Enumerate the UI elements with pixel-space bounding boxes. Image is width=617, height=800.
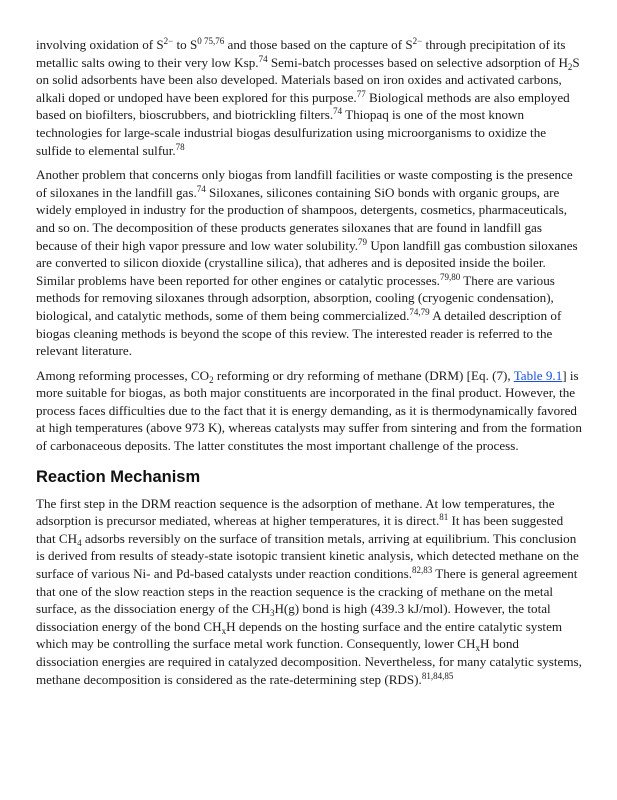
text-segment: Biological methods are also employed based on biofilters, bioscrubbers, and biotrickling filters.: [36, 89, 570, 123]
superscript: 0: [197, 36, 202, 46]
citation-ref: 74: [258, 53, 268, 64]
text-segment: adsorbs reversibly on the surface of transition metals, arriving at equilibrium. This conclusion is derived from results of steady-state isotopic transient kinetic analysis, which detected methane on the surface of various Ni- and Pd-based catalysts under reaction conditions.: [36, 530, 579, 582]
citation-ref: 81: [439, 512, 449, 523]
paragraph-dry-reforming: [36, 367, 582, 455]
paragraph-mechanism: [36, 495, 582, 689]
citation-ref: 78: [175, 141, 185, 152]
table-link[interactable]: Table 9.1: [513, 367, 563, 383]
document-page: [36, 36, 582, 695]
citation-ref: 82,83: [411, 565, 433, 576]
paragraph-desulfurization: [36, 36, 582, 159]
text-segment: A detailed description of biogas cleaning methods is beyond the scope of this review. The interested reader is referred to the relevant literature.: [36, 307, 562, 359]
citation-ref: 74: [333, 106, 343, 117]
section-heading: Reaction Mechanism: [36, 467, 201, 486]
text-segment: Siloxanes, silicones containing SiO bonds with organic groups, are widely employed in industry for the production of shampoos, detergents, cosmetics, pharmaceuticals, and so on. The decomposition of these products generates siloxanes that are found in landfill gas because of their high vapor pressure and low water solubility.: [36, 184, 568, 253]
subscript: 4: [77, 537, 82, 548]
citation-ref: 74,79: [409, 306, 430, 317]
text-segment: involving oxidation of S: [36, 37, 164, 52]
citation-ref: 77: [356, 88, 366, 99]
text-segment: H depends on the hosting surface and the entire catalytic system which may be controlling the surface metal work function. Consequently, lower CH: [36, 618, 563, 652]
superscript: 2−: [412, 36, 423, 46]
text-segment: H bond dissociation energies are required in catalyzed decomposition. Nevertheless, for many catalytic systems, methane decomposition is considered as the rate-determining step (RDS).: [36, 636, 582, 687]
text-segment: The first step in the DRM reaction sequence is the adsorption of methane. At low temperatures, the adsorption is precursor mediated, whereas at higher temperatures, it is direct.: [36, 495, 555, 529]
text-segment: S on solid adsorbents have been also developed. Materials based on iron oxides and activated carbons, alkali doped or undoped have been explored for this purpose.: [36, 54, 580, 105]
citation-ref: 79: [358, 236, 368, 247]
text-segment: H(g) bond is high (439.3 kJ/mol). However, the total dissociation energy of the bond CH: [36, 601, 551, 634]
superscript: 2−: [163, 36, 174, 46]
subscript: 3: [269, 608, 275, 619]
citation-ref: 79,80: [439, 271, 461, 282]
subscript: x: [475, 643, 480, 654]
text-segment: and those based on the capture of S: [224, 37, 413, 52]
citation-ref: 81,84,85: [421, 670, 454, 681]
subscript: x: [221, 625, 227, 636]
text-segment: Another problem that concerns only biogas from landfill facilities or waste composting is the presence of siloxanes in the landfill gas.: [36, 167, 573, 200]
subscript: 2: [209, 374, 214, 385]
text-segment: There is general agreement that one of the slow reaction steps in the reaction sequence is the cracking of methane on the metal surface, as the dissociation energy of the CH: [36, 566, 578, 617]
text-segment: Upon landfill gas combustion siloxanes are converted to silicon dioxide (crystalline silica), that adheres and is deposited inside the boiler. Similar problems have been reported for other engines or catalytic processes.: [36, 237, 578, 288]
text-segment: Among reforming processes, CO: [36, 367, 210, 383]
text-segment: It has been suggested that CH: [36, 513, 564, 546]
text-segment: reforming or dry reforming of methane (DRM) [Eq. (7),: [213, 367, 514, 383]
text-segment: Semi-batch processes based on selective adsorption of H: [267, 54, 568, 70]
citation-ref: 75,76: [201, 36, 225, 46]
text-segment: Thiopaq is one of the most known technologies for large-scale industrial biogas desulfurization using microorganisms to oxidize the sulfide to elemental sulfur.: [36, 107, 547, 158]
text-segment: ] is more suitable for biogas, as both major constituents are incorporated in the final product. However, the process faces difficulties due to the fact that it is energy demanding, as it is thermodynamically favored at high temperatures (above 973 K), whereas catalysts may suffer from sintering and from the formation of carbonaceous deposits. The latter constitutes the most important challenge of the process.: [36, 367, 582, 454]
citation-ref: 74: [196, 183, 206, 194]
paragraph-siloxanes: [36, 166, 582, 360]
text-segment: There are various methods for removing siloxanes through adsorption, absorption, cooling (cryogenic condensation), biological, and catalytic methods, some of them being commercialized.: [36, 272, 555, 323]
text-segment: to S: [173, 37, 198, 52]
text-segment: through precipitation of its metallic salts owing to their very low Ksp.: [36, 37, 566, 70]
subscript: 2: [567, 61, 573, 72]
